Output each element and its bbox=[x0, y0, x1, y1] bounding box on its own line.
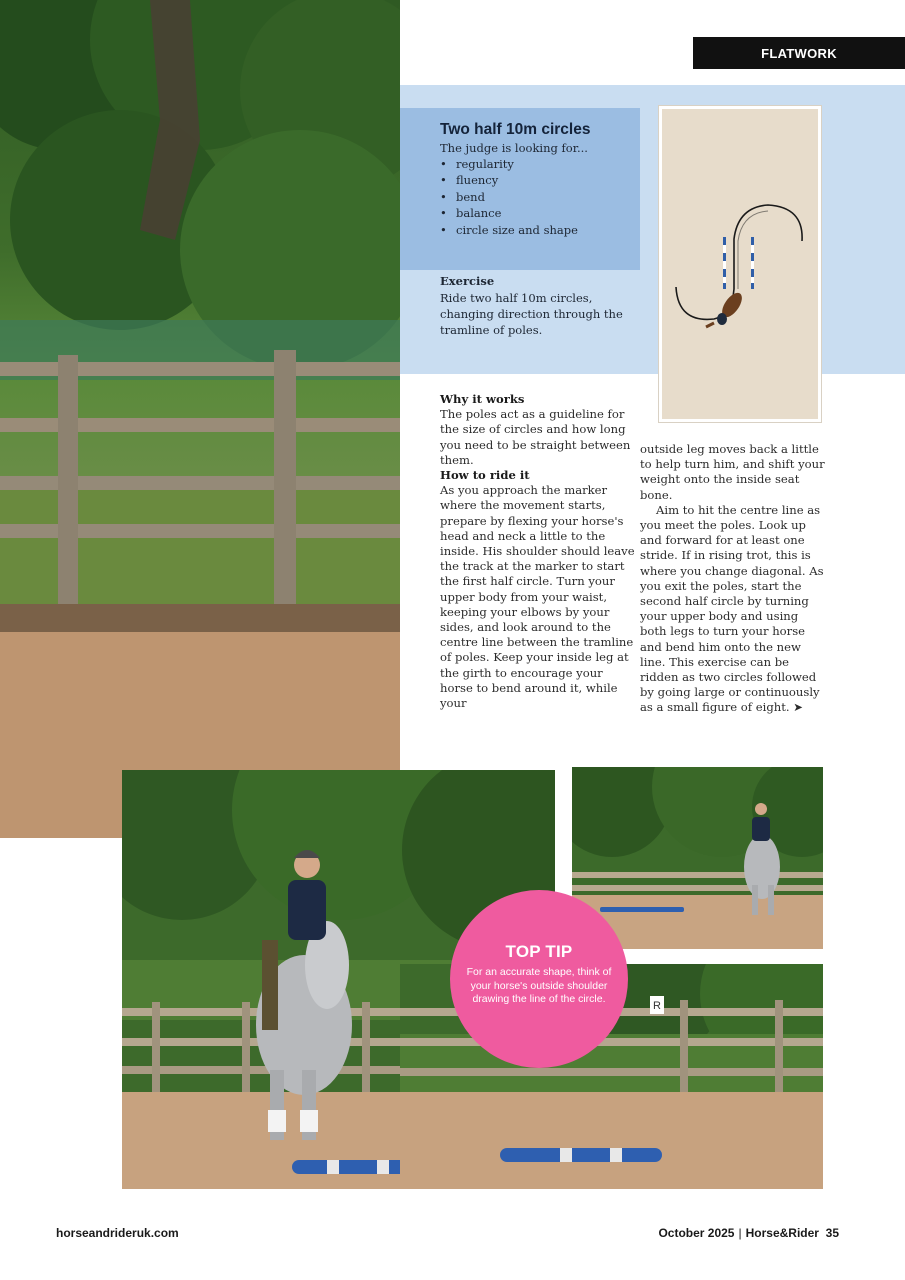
photo-rider-approach bbox=[572, 767, 823, 949]
top-tip-badge bbox=[450, 890, 628, 1068]
page-number: 35 bbox=[825, 1226, 839, 1240]
footer-website: horseandrideruk.com bbox=[56, 1226, 179, 1240]
section-tag: FLATWORK bbox=[693, 37, 905, 69]
footer-issue-info: October 2025 | Horse&Rider 35 bbox=[658, 1226, 839, 1240]
how-text-part2: outside leg moves back a little to help turn him, and shift your weight onto the inside seat bone. bbox=[640, 442, 825, 502]
why-text: The poles act as a guideline for the size of circles and how long you need to be straight between them. bbox=[440, 407, 631, 467]
hero-photo bbox=[0, 0, 400, 838]
how-text-part1: As you approach the marker where the movement starts, prepare by flexing your horse's head and neck a little to the inside. His shoulder should leave the track at the marker to start the first half circle. Turn your upper body from your waist, keeping your elbows by your sides, and look around to the centre line between the tramline of poles. Keep your inside leg at the girth to encourage your horse to bend around it, while your bbox=[440, 483, 635, 711]
footer-magazine-name: Horse&Rider bbox=[745, 1226, 819, 1240]
exercise-diagram bbox=[659, 106, 821, 422]
top-tip-title: TOP TIP bbox=[505, 942, 573, 961]
list-item: • bend bbox=[440, 189, 578, 205]
hero-photo-art bbox=[0, 0, 400, 838]
text-column-1 bbox=[440, 392, 636, 711]
top-tip-text: For an accurate shape, think of your horse's outside shoulder drawing the line of the circle. bbox=[466, 966, 612, 1006]
diagram-art bbox=[662, 109, 818, 419]
footer-issue-date: October 2025 bbox=[658, 1226, 735, 1240]
exercise-heading: Exercise bbox=[440, 274, 495, 288]
judge-intro: The judge is looking for... bbox=[440, 141, 588, 155]
list-item: • balance bbox=[440, 205, 578, 221]
horse-icon bbox=[706, 290, 746, 327]
how-text-para2: Aim to hit the centre line as you meet the poles. Look up and forward for at least one stride. If in rising trot, this is where you change diagonal. As you exit the poles, start the second half circle by turning your upper body and using both legs to turn your horse and bend him onto the new line. This exercise can be ridden as two circles followed by going large or continuously as a small figure of eight. ➤ bbox=[640, 502, 824, 715]
pole-left bbox=[723, 237, 726, 289]
text-column-2 bbox=[640, 442, 826, 716]
list-item: • regularity bbox=[440, 156, 578, 172]
how-heading: How to ride it bbox=[440, 468, 530, 483]
judge-title: Two half 10m circles bbox=[440, 121, 591, 138]
photo-rider-approach-art bbox=[572, 767, 823, 949]
judge-criteria-list bbox=[440, 156, 578, 238]
list-item: • fluency bbox=[440, 172, 578, 188]
why-heading: Why it works bbox=[440, 392, 525, 406]
pole-right bbox=[751, 237, 754, 289]
arena-marker-letter: R bbox=[653, 1000, 661, 1012]
exercise-text: Ride two half 10m circles, changing direction through the tramline of poles. bbox=[440, 291, 623, 337]
list-item: • circle size and shape bbox=[440, 222, 578, 238]
